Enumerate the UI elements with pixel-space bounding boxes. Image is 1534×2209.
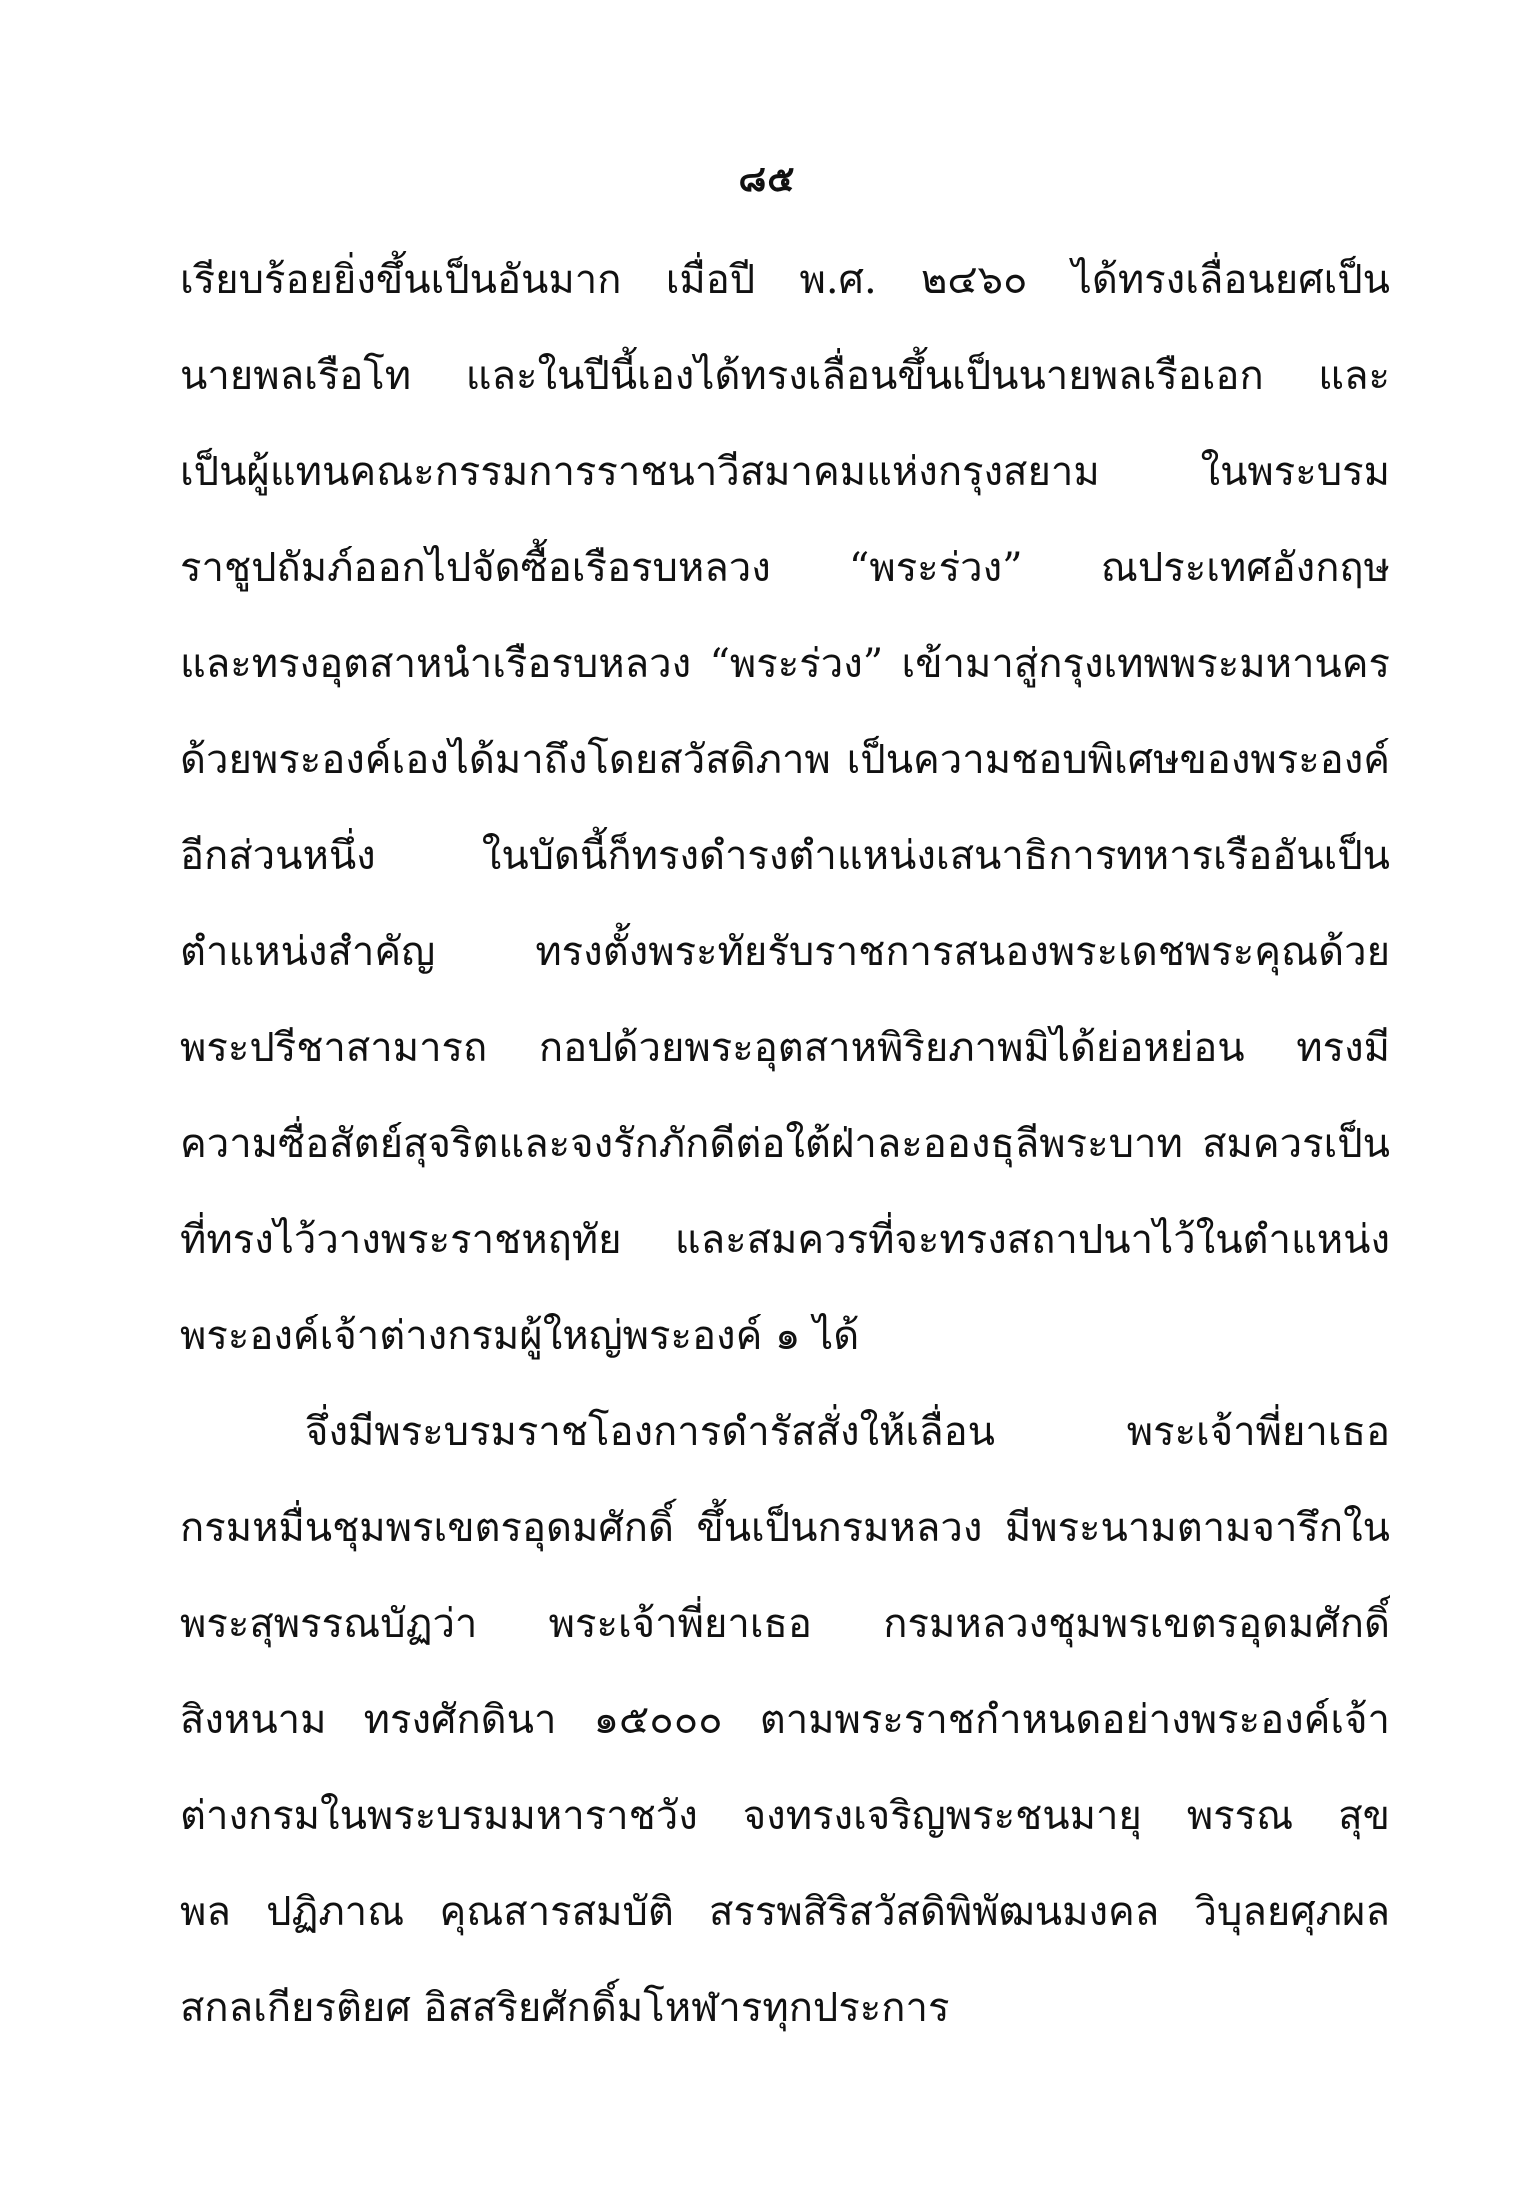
text-line: ตำแหน่งสำคัญ ทรงตั้งพระทัยรับราชการสนองพระเดชพระคุณด้วย: [180, 929, 1390, 975]
text-line: กรมหมื่นชุมพรเขตรอุดมศักดิ์ ขึ้นเป็นกรมหลวง มีพระนามตามจารึกใน: [180, 1505, 1390, 1551]
text-line: ด้วยพระองค์เองได้มาถึงโดยสวัสดิภาพ เป็นความชอบพิเศษของพระองค์: [180, 737, 1390, 783]
text-line: พระสุพรรณบัฏว่า พระเจ้าพี่ยาเธอ กรมหลวงชุมพรเขตรอุดมศักดิ์: [180, 1601, 1390, 1647]
paragraph-end-line: พระองค์เจ้าต่างกรมผู้ใหญ่พระองค์ ๑ ได้: [180, 1313, 860, 1359]
text-line: สิงหนาม ทรงศักดินา ๑๕๐๐๐ ตามพระราชกำหนดอย่างพระองค์เจ้า: [180, 1697, 1390, 1743]
text-line: พล ปฏิภาณ คุณสารสมบัติ สรรพสิริสวัสดิพิพัฒนมงคล วิบุลยศุภผล: [180, 1889, 1390, 1935]
paragraph-end-line: สกลเกียรติยศ อิสสริยศักดิ์มโหฬารทุกประการ: [180, 1985, 950, 2031]
page-number: ๘๕: [738, 158, 796, 200]
text-line: ที่ทรงไว้วางพระราชหฤทัย และสมควรที่จะทรงสถาปนาไว้ในตำแหน่ง: [180, 1217, 1390, 1263]
text-line: พระปรีชาสามารถ กอปด้วยพระอุตสาหพิริยภาพมิได้ย่อหย่อน ทรงมี: [180, 1025, 1390, 1071]
text-line: ราชูปถัมภ์ออกไปจัดซื้อเรือรบหลวง “พระร่วง” ณประเทศอังกฤษ: [180, 545, 1390, 591]
text-line: เรียบร้อยยิ่งขึ้นเป็นอันมาก เมื่อปี พ.ศ. ๒๔๖๐ ได้ทรงเลื่อนยศเป็น: [180, 257, 1390, 303]
body-text: [180, 232, 1390, 2056]
text-line: อีกส่วนหนึ่ง ในบัดนี้ก็ทรงดำรงตำแหน่งเสนาธิการทหารเรืออันเป็น: [180, 833, 1390, 879]
text-line: และทรงอุตสาหนำเรือรบหลวง “พระร่วง” เข้ามาสู่กรุงเทพพระมหานคร: [180, 641, 1390, 687]
text-line: เป็นผู้แทนคณะกรรมการราชนาวีสมาคมแห่งกรุงสยาม ในพระบรม: [180, 449, 1390, 495]
paragraph-start-line: จึ่งมีพระบรมราชโองการดำรัสสั่งให้เลื่อน พระเจ้าพี่ยาเธอ: [305, 1409, 1390, 1455]
text-line: นายพลเรือโท และในปีนี้เองได้ทรงเลื่อนขึ้นเป็นนายพลเรือเอก และ: [180, 353, 1390, 399]
text-line: ความซื่อสัตย์สุจริตและจงรักภักดีต่อใต้ฝ่าละอองธุลีพระบาท สมควรเป็น: [180, 1121, 1390, 1167]
text-line: ต่างกรมในพระบรมมหาราชวัง จงทรงเจริญพระชนมายุ พรรณ สุข: [180, 1793, 1390, 1839]
